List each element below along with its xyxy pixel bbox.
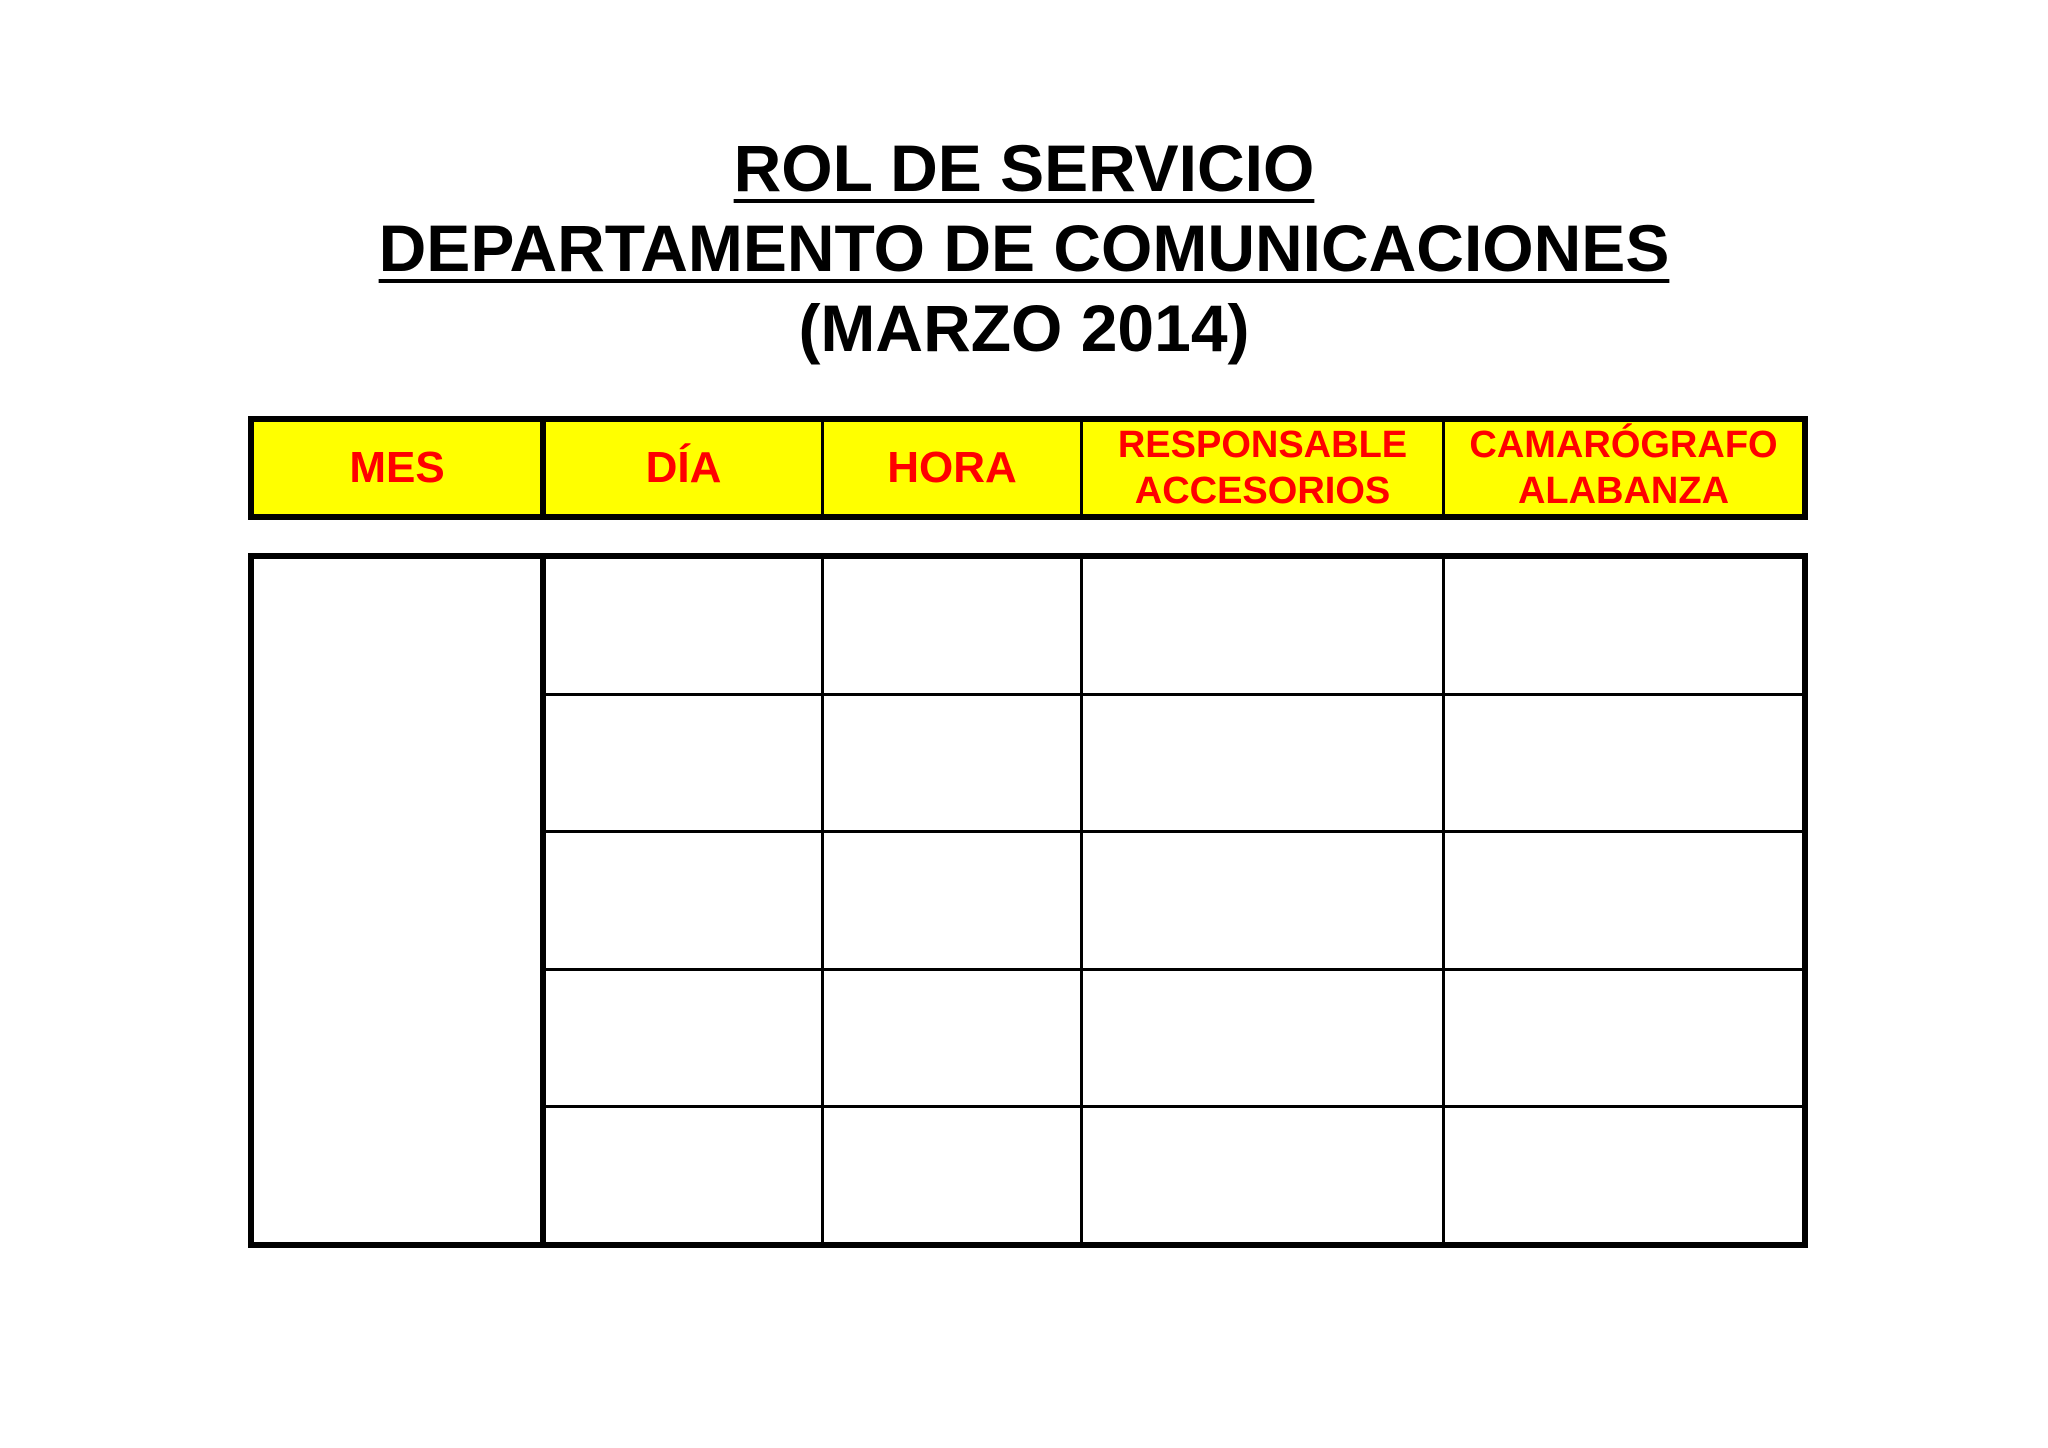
- header-label-accesorios: ACCESORIOS: [1134, 470, 1391, 512]
- title-line-3: [0, 288, 2048, 368]
- table-row: [546, 559, 1802, 696]
- title-text-rol: ROL DE SERVICIO: [733, 131, 1315, 205]
- dia-cell: [546, 971, 824, 1105]
- schedule-body-table: [248, 553, 1808, 1248]
- title-text-departamento: DEPARTAMENTO DE COMUNICACIONES: [378, 211, 1670, 285]
- header-cell-responsable: [1083, 422, 1445, 514]
- document-title: [0, 128, 2048, 368]
- table-row: [546, 1108, 1802, 1242]
- hora-cell: [824, 696, 1083, 830]
- header-label-mes: MES: [349, 443, 445, 492]
- header-label-camarografo: CAMARÓGRAFO: [1469, 424, 1778, 466]
- header-cell-dia: [546, 422, 824, 514]
- hora-cell: [824, 1108, 1083, 1242]
- header-label-hora: HORA: [887, 443, 1017, 492]
- responsable-cell: [1083, 696, 1445, 830]
- mes-cell: [254, 559, 546, 1242]
- hora-cell: [824, 971, 1083, 1105]
- dia-cell: [546, 833, 824, 967]
- camarografo-cell: [1445, 559, 1802, 693]
- hora-cell: [824, 833, 1083, 967]
- title-text-fecha: (MARZO 2014): [798, 291, 1250, 365]
- dia-cell: [546, 696, 824, 830]
- title-line-2: [0, 208, 2048, 288]
- responsable-cell: [1083, 1108, 1445, 1242]
- responsable-cell: [1083, 559, 1445, 693]
- header-cell-camarografo: [1445, 422, 1802, 514]
- table-row: [546, 971, 1802, 1108]
- table-row: [546, 696, 1802, 833]
- table-row: [546, 833, 1802, 970]
- header-label-alabanza: ALABANZA: [1517, 470, 1730, 512]
- camarografo-cell: [1445, 833, 1802, 967]
- responsable-cell: [1083, 833, 1445, 967]
- schedule-rows: [546, 559, 1802, 1242]
- header-cell-mes: [254, 422, 546, 514]
- schedule-header-row: [248, 416, 1808, 520]
- header-cell-hora: [824, 422, 1083, 514]
- dia-cell: [546, 1108, 824, 1242]
- camarografo-cell: [1445, 971, 1802, 1105]
- camarografo-cell: [1445, 696, 1802, 830]
- dia-cell: [546, 559, 824, 693]
- hora-cell: [824, 559, 1083, 693]
- camarografo-cell: [1445, 1108, 1802, 1242]
- title-line-1: [0, 128, 2048, 208]
- header-label-responsable: RESPONSABLE: [1117, 424, 1408, 466]
- responsable-cell: [1083, 971, 1445, 1105]
- header-label-dia: DÍA: [645, 443, 722, 492]
